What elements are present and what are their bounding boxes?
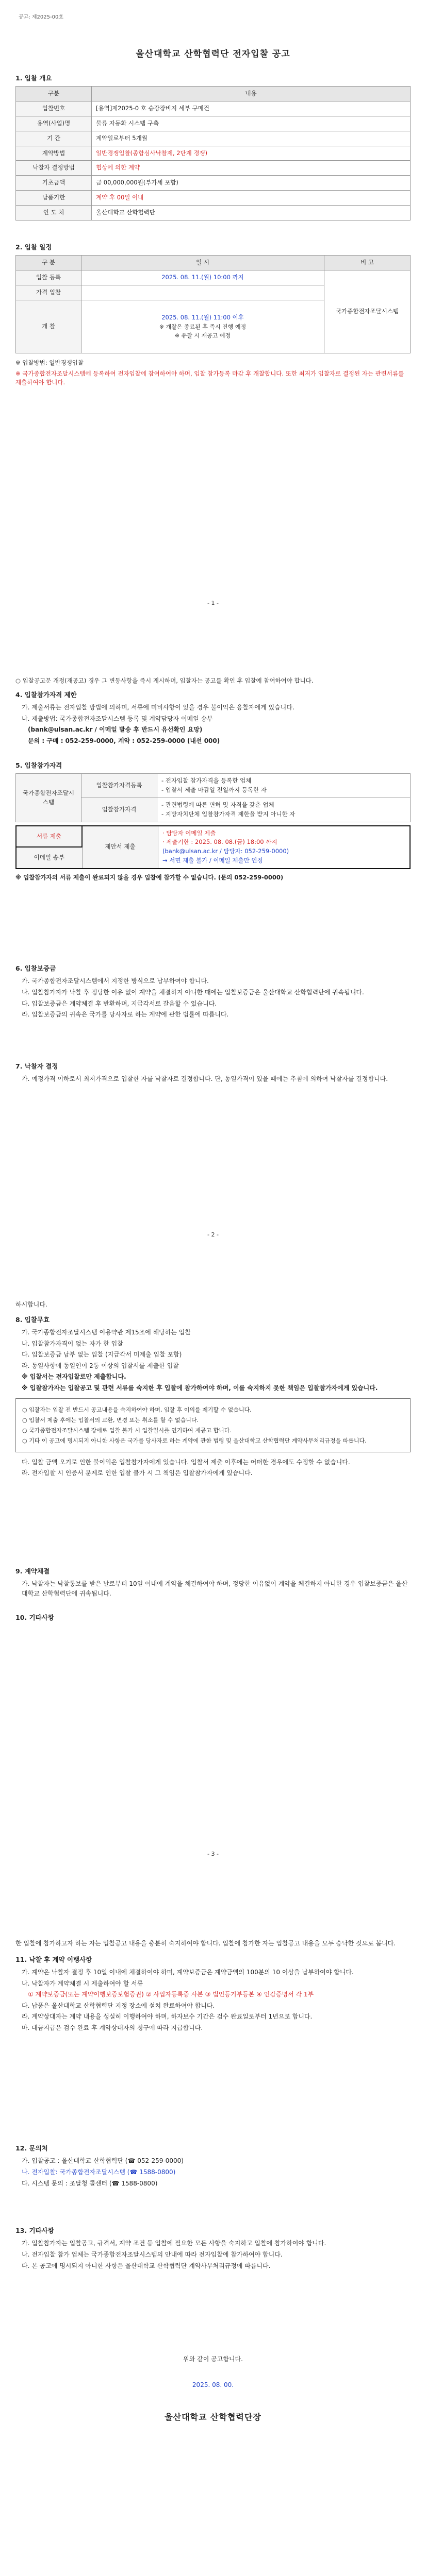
col-header: 일 시	[81, 256, 324, 270]
table-row	[16, 101, 411, 116]
notice-date: 2025. 08. 00.	[192, 2381, 234, 2388]
section-qualification	[15, 760, 411, 884]
issuer-name: 울산대학교 산학협력단장	[165, 2412, 261, 2422]
box-line: · 담당자 이메일 제출	[162, 829, 216, 837]
row-label: 입찰 등록	[16, 270, 81, 285]
contact-line: 나. 전자입찰: 국가종합전자조달시스템 (☎ 1588-0800)	[22, 2168, 176, 2176]
row-value: 일반경쟁입찰(종합심사낙찰제, 2단계 경쟁)	[92, 146, 411, 161]
paragraph: 한 입찰에 참가하고자 하는 자는 입찰공고 내용을 충분히 숙지하여야 합니다. 입찰에 참가한 자는 입찰공고 내용을 모두 승낙한 것으로 봅니다.	[15, 1940, 396, 1947]
note: ※ 입찰참가자의 서류 제출이 완료되지 않을 경우 입찰에 참가할 수 없습니다. (문의 052-259-0000)	[15, 873, 284, 881]
section-heading: 10. 기타사항	[15, 1614, 54, 1621]
row-value: 계약일로부터 5개월	[92, 131, 411, 146]
note: ※ 국가종합전자조달시스템에 등록하여 전자입찰에 참여하여야 하며, 입찰 참가등록 마감 후 개찰합니다. 또한 최저가 입찰자로 결정된 자는 관련서류를 제출하여야 합니다.	[15, 369, 404, 386]
section-heading: 5. 입찰참가자격	[15, 761, 62, 769]
section-award	[15, 1061, 411, 1086]
box-line: ○ 입찰자는 입찰 전 반드시 공고내용을 숙지하여야 하며, 입찰 후 이의를 제기할 수 없습니다.	[22, 1406, 252, 1413]
row-sublabel: 제안서 제출	[82, 826, 158, 869]
row-value: 울산대학교 산학협력단	[92, 205, 411, 220]
paragraph: 가. 제출서류는 전자입찰 방법에 의하며, 서류에 미비사항이 있을 경우 불이익은 응찰자에게 있습니다.	[22, 704, 294, 711]
row-label: 기초금액	[16, 176, 92, 191]
list-item: 마. 대금지급은 검수 완료 후 계약상대자의 청구에 따라 지급합니다.	[22, 2024, 203, 2031]
section-heading: 11. 낙찰 후 계약 이행사항	[15, 1955, 92, 1963]
box-line: → 서면 제출 불가 / 이메일 제출만 인정	[162, 857, 263, 865]
list-item: 가. 국가종합전자조달시스템 이용약관 제15조에 해당하는 입찰	[22, 1328, 191, 1336]
table-row	[16, 116, 411, 131]
box-line: ○ 입찰서 제출 후에는 입찰서의 교환, 변경 또는 취소를 할 수 없습니다.	[22, 1416, 199, 1423]
submission-box	[15, 825, 411, 869]
row-value: 협상에 의한 계약	[92, 161, 411, 176]
list-item: 라. 계약상대자는 계약 내용을 성실히 이행하여야 하며, 하자보수 기간은 검수 완료일로부터 1년으로 합니다.	[22, 2013, 313, 2021]
row-label: 개 찰	[16, 300, 81, 353]
section-overview	[15, 73, 411, 221]
paragraph: 하시합니다.	[15, 1301, 47, 1308]
list-item: 나. 입찰참가자격이 없는 자가 한 입찰	[22, 1340, 123, 1347]
contact-line: 다. 시스템 문의 : 조달청 콜센터 (☎ 1588-0800)	[22, 2179, 158, 2187]
table-row	[16, 176, 411, 191]
section-restrictions	[15, 675, 411, 748]
section-post-award	[15, 1937, 411, 2035]
row-label: 기 간	[16, 131, 92, 146]
section-heading: 8. 입찰무효	[15, 1315, 50, 1324]
list-item: 다. 납품은 울산대학교 산학협력단 지정 장소에 설치 완료하여야 합니다.	[22, 2002, 215, 2009]
list-item: 라. 동일사항에 동일인이 2통 이상의 입찰서를 제출한 입찰	[22, 1362, 179, 1369]
list-item: 나. 낙찰자가 계약체결 시 제출하여야 할 서류	[22, 1979, 143, 1987]
row-note: 국가종합전자조달시스템	[324, 270, 411, 353]
col-header: 구 분	[16, 256, 81, 270]
section-heading: 1. 입찰 개요	[15, 74, 52, 82]
table-row	[16, 205, 411, 220]
row-value: 계약 후 00일 이내	[92, 191, 411, 206]
page-title: 울산대학교 산학협력단 전자입찰 공고	[136, 49, 290, 59]
paragraph: 다. 입찰 금액 오기로 인한 불이익은 입찰참가자에게 있습니다. 입찰서 제출 이후에는 어떠한 경우에도 수정할 수 없습니다.	[22, 1458, 350, 1466]
list-item: ① 계약보증금(또는 계약이행보증보험증권) ② 사업자등록증 사본 ③ 법인등기부등본 ④ 인감증명서 각 1부	[28, 1991, 314, 1998]
box-line: · 제출기한 : 2025. 08. 08.(금) 18:00 까지	[162, 838, 277, 846]
section-invalid	[15, 1298, 411, 1480]
box-line: (bank@ulsan.ac.kr / 담당자: 052-259-0000)	[162, 848, 289, 855]
row-label: 서류 제출	[16, 826, 82, 848]
list-item: 나. 전자입찰 참가 업체는 국가종합전자조달시스템의 안내에 따라 전자입찰에 참가하여야 합니다.	[22, 2250, 283, 2258]
paragraph: 가. 낙찰자는 낙찰통보를 받은 날로부터 10일 이내에 계약을 체결하여야 하며, 정당한 이유없이 계약을 체결하지 아니한 경우 입찰보증금은 울산대학교 산학협력단에 귀속됩니다.	[22, 1580, 408, 1597]
row-value: - 전자입찰 참가자격을 등록한 업체	[161, 777, 252, 785]
section-misc	[15, 2226, 411, 2272]
table-row	[16, 131, 411, 146]
box-line: ○ 기타 이 공고에 명시되지 아니한 사항은 국가를 당사자로 하는 계약에 관한 법령 및 울산대학교 산학협력단 계약사무처리규정을 따릅니다.	[22, 1437, 367, 1444]
row-value: 2025. 08. 11.(월) 11:00 이후	[161, 313, 244, 321]
table-row	[16, 161, 411, 176]
section-deposit	[15, 963, 411, 1021]
table-row	[16, 774, 411, 798]
section-contact	[15, 2143, 411, 2190]
paragraph: 라. 전자입찰 시 인증서 문제로 인한 입찰 불가 시 그 책임은 입찰참가자에게 있습니다.	[22, 1469, 253, 1477]
paragraph: 다. 입찰보증금은 계약체결 후 반환하며, 지급각서로 갈음할 수 있습니다.	[22, 999, 217, 1007]
section-heading: 13. 기타사항	[15, 2227, 54, 2234]
list-item: 가. 입찰참가자는 입찰공고, 규격서, 계약 조건 등 입찰에 필요한 모든 사항을 숙지하고 입찰에 참가하여야 합니다.	[22, 2240, 326, 2247]
row-label: 가격 입찰	[16, 285, 81, 300]
row-value: - 입찰서 제출 마감일 전일까지 등록한 자	[161, 786, 267, 794]
row-value: - 지방자치단체 입찰참가자격 제한을 받지 아니한 자	[161, 810, 296, 818]
section-schedule	[15, 242, 411, 389]
closing-statement: 위와 같이 공고합니다.	[183, 2355, 243, 2363]
table-row	[16, 826, 410, 848]
paragraph: 문의 : 구매 : 052-259-0000, 계약 : 052-259-0000 (내선 000)	[28, 737, 220, 744]
row-label: 입찰번호	[16, 101, 92, 116]
row-label: 낙찰자 결정방법	[16, 161, 92, 176]
page-number: - 2 -	[207, 1231, 219, 1238]
qualification-table	[15, 773, 411, 822]
box-line: ○ 국가종합전자조달시스템 장애로 입찰 불가 시 입찰일시를 연기하여 재공고 합니다.	[22, 1427, 232, 1434]
page-number: - 1 -	[207, 600, 219, 606]
row-sublabel: 입찰참가자격	[81, 798, 157, 822]
page-number: - 3 -	[207, 1851, 219, 1857]
paragraph: (bank@ulsan.ac.kr / 이메일 발송 후 반드시 유선확인 요망)	[28, 726, 203, 734]
section-heading: 4. 입찰참가자격 제한	[15, 690, 77, 699]
section-heading: 9. 계약체결	[15, 1567, 50, 1575]
section-heading: 2. 입찰 일정	[15, 243, 52, 251]
row-value: - 관련법령에 따른 면허 및 자격을 갖춘 업체	[161, 801, 274, 808]
paragraph: 나. 제출방법: 국가종합전자조달시스템 등록 및 계약담당자 이메일 송부	[22, 715, 213, 722]
section-other	[15, 1613, 411, 1625]
paragraph: 라. 입찰보증금의 귀속은 국가를 당사자로 하는 계약에 관한 법률에 따릅니다.	[22, 1011, 229, 1019]
note: ※ 입찰참가자는 입찰공고 및 관련 서류를 숙지한 후 입찰에 참가하여야 하며, 이를 숙지하지 못한 책임은 입찰참가자에게 있습니다.	[22, 1384, 378, 1392]
paragraph: 가. 국가종합전자조달시스템에서 지정한 방식으로 납부하여야 합니다.	[22, 977, 209, 985]
col-header: 내용	[92, 87, 411, 101]
section-heading: 6. 입찰보증금	[15, 964, 56, 972]
row-value: 금 00,000,000원(부가세 포함)	[92, 176, 411, 191]
row-label: 이메일 송부	[16, 847, 82, 869]
table-row	[16, 191, 411, 206]
section-heading: 12. 문의처	[15, 2144, 48, 2152]
paragraph: 나. 입찰참가자가 낙찰 후 정당한 이유 없이 계약을 체결하지 아니한 때에는 입찰보증금은 울산대학교 산학협력단에 귀속됩니다.	[22, 988, 364, 996]
list-item: 다. 입찰보증금 납부 없는 입찰 (지급각서 미제출 입찰 포함)	[22, 1351, 182, 1359]
overview-table	[15, 86, 411, 220]
row-value: 물류 자동화 시스템 구축	[92, 116, 411, 131]
row-label: 인 도 처	[16, 205, 92, 220]
section-contract	[15, 1566, 411, 1600]
row-value: 2025. 08. 11.(월) 10:00 까지	[81, 270, 324, 285]
note: ※ 입찰서는 전자입찰로만 제출합니다.	[22, 1373, 126, 1381]
notice-box	[15, 1398, 411, 1452]
paragraph: 가. 예정가격 이하로서 최저가격으로 입찰한 자를 낙찰자로 결정합니다. 단, 동일가격이 있을 때에는 추첨에 의하여 낙찰자를 결정합니다.	[22, 1075, 388, 1083]
col-header: 구분	[16, 87, 92, 101]
table-row	[16, 270, 411, 285]
list-item: 다. 본 공고에 명시되지 아니한 사항은 울산대학교 산학협력단 계약사무처리규정에 따릅니다.	[22, 2262, 271, 2269]
table-row	[16, 146, 411, 161]
row-label: 국가종합전자조달시스템	[16, 774, 81, 822]
row-value: [용역]제2025-0 호 승강장비지 세부 구매건	[92, 101, 411, 116]
notice-number: 공고: 제2025-00호	[19, 14, 63, 20]
note: ※ 입찰방법: 일반경쟁입찰	[15, 359, 84, 366]
row-sublabel: 입찰참가자격등록	[81, 774, 157, 798]
section-heading: 7. 낙찰자 결정	[15, 1062, 58, 1070]
row-label: 계약방법	[16, 146, 92, 161]
row-subnote: ※ 개찰은 종료된 후 즉시 진행 예정	[159, 323, 247, 330]
row-label: 납품기한	[16, 191, 92, 206]
col-header: 비 고	[324, 256, 411, 270]
paragraph: ○ 입찰공고문 개정(재공고) 경우 그 변동사항을 즉시 게시하며, 입찰자는 공고를 확인 후 입찰에 참여하여야 합니다.	[15, 677, 314, 684]
contact-line: 가. 입찰공고 : 울산대학교 산학협력단 (☎ 052-259-0000)	[22, 2157, 184, 2165]
schedule-table	[15, 255, 411, 353]
row-label: 용역(사업)명	[16, 116, 92, 131]
list-item: 가. 계약은 낙찰자 결정 후 10일 이내에 체결하여야 하며, 계약보증금은 계약금액의 100분의 10 이상을 납부하여야 합니다.	[22, 1968, 354, 1976]
row-subnote: ※ 유찰 시 재공고 예정	[174, 332, 231, 339]
